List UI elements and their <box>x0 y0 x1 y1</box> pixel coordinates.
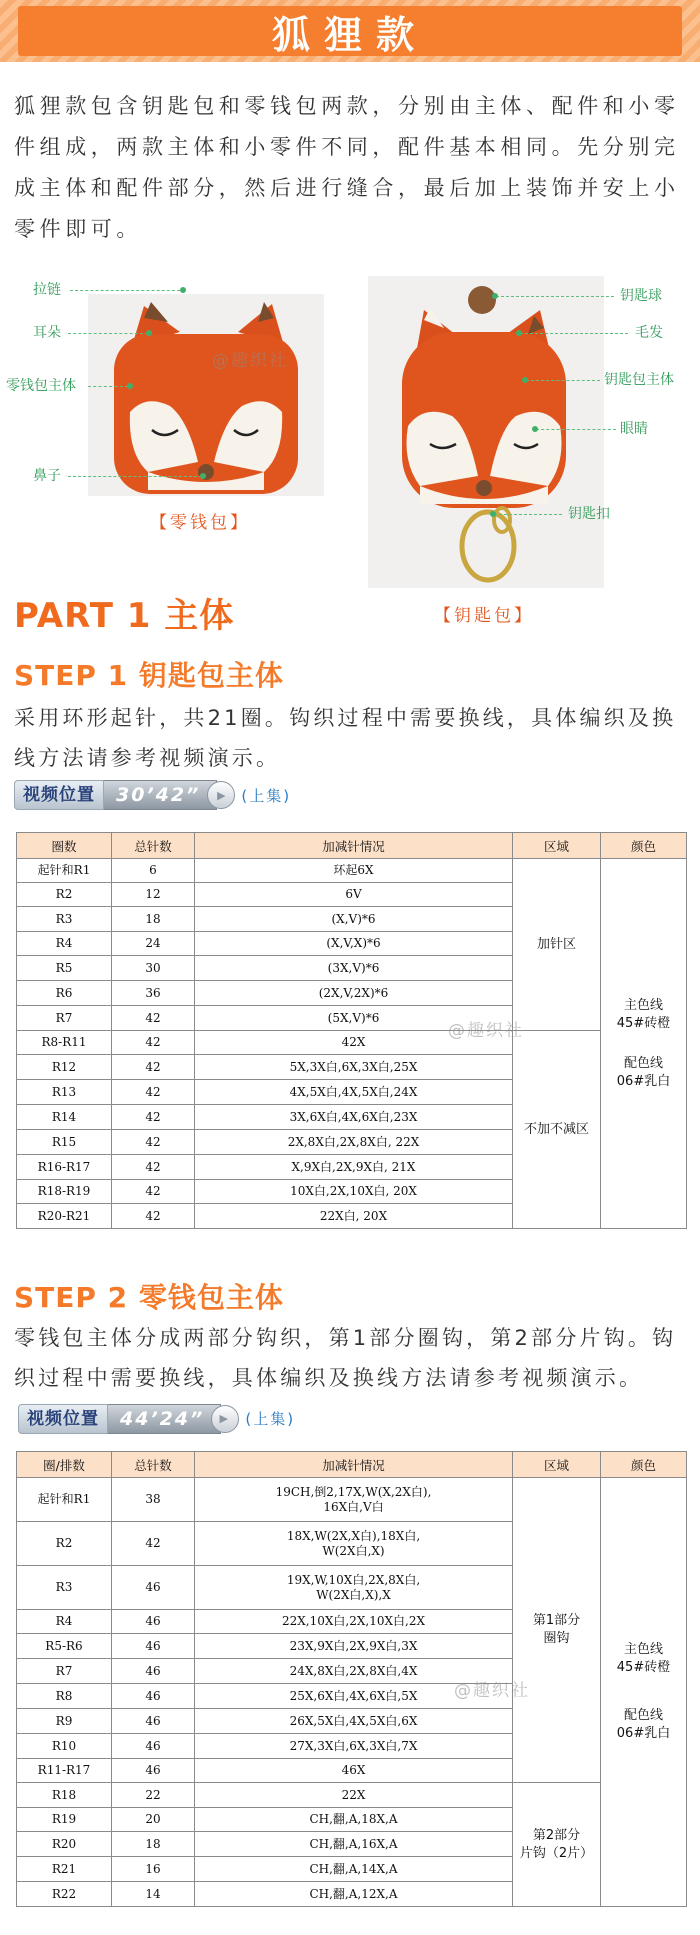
coin-purse-caption: 【零钱包】 <box>150 513 250 533</box>
cell-stitch-count: 14 <box>112 1882 195 1907</box>
cell-stitch-count: 42 <box>112 1055 195 1080</box>
cell-stitch-count: 42 <box>112 1180 195 1204</box>
cell-instructions: 22X,10X白,2X,10X白,2X <box>195 1610 513 1634</box>
cell-round: R5-R6 <box>17 1634 112 1659</box>
cell-stitch-count: 42 <box>112 1080 195 1105</box>
cell-stitch-count: 46 <box>112 1634 195 1659</box>
col-header: 颜色 <box>601 833 687 859</box>
cell-instructions: (X,V)*6 <box>195 907 513 932</box>
cell-instructions: CH,翻,A,14X,A <box>195 1857 513 1882</box>
col-header: 总针数 <box>112 1452 195 1478</box>
cell-round: R4 <box>17 932 112 956</box>
cell-stitch-count: 16 <box>112 1857 195 1882</box>
cell-zone: 加针区 <box>513 859 601 1031</box>
cell-round: R18 <box>17 1783 112 1808</box>
cell-instructions: 6V <box>195 883 513 907</box>
cell-round: R21 <box>17 1857 112 1882</box>
leader-line <box>68 476 202 477</box>
leader-dot <box>492 293 498 299</box>
table-row <box>17 1783 687 1808</box>
cell-instructions: CH,翻,A,18X,A <box>195 1808 513 1832</box>
leader-line <box>536 429 616 430</box>
cell-stitch-count: 20 <box>112 1808 195 1832</box>
label-ear: 耳朵 <box>33 325 61 341</box>
watermark: @趣织社 <box>448 1021 524 1041</box>
step1-text <box>14 698 686 778</box>
watermark: @趣织社 <box>454 1681 530 1701</box>
step2-text <box>14 1318 686 1438</box>
cell-stitch-count: 42 <box>112 1031 195 1055</box>
cell-stitch-count: 30 <box>112 956 195 981</box>
cell-stitch-count: 46 <box>112 1759 195 1783</box>
label-nose: 鼻子 <box>33 468 61 484</box>
cell-round: R14 <box>17 1105 112 1130</box>
cell-instructions: (2X,V,2X)*6 <box>195 981 513 1006</box>
cell-stitch-count: 24 <box>112 932 195 956</box>
cell-instructions: X,9X白,2X,9X白, 21X <box>195 1155 513 1180</box>
cell-stitch-count: 46 <box>112 1734 195 1759</box>
label-hair: 毛发 <box>635 325 663 341</box>
cell-zone: 不加不减区 <box>513 1031 601 1229</box>
table-header-row <box>17 1452 687 1478</box>
cell-instructions: 26X,5X白,4X,5X白,6X <box>195 1709 513 1734</box>
cell-stitch-count: 46 <box>112 1709 195 1734</box>
coin-purse-photo <box>88 294 324 496</box>
video-time: 44’24” <box>108 1404 221 1434</box>
cell-instructions: 22X白, 20X <box>195 1204 513 1229</box>
cell-stitch-count: 6 <box>112 859 195 883</box>
cell-instructions: CH,翻,A,12X,A <box>195 1882 513 1907</box>
cell-round: R13 <box>17 1080 112 1105</box>
label-key-ball: 钥匙球 <box>620 288 662 304</box>
cell-instructions: 10X白,2X,10X白, 20X <box>195 1180 513 1204</box>
page-title: 狐狸款 <box>271 12 428 57</box>
cell-instructions: 18X,W(2X,X白),18X白, W(2X白,X) <box>195 1522 513 1566</box>
cell-stitch-count: 46 <box>112 1684 195 1709</box>
cell-stitch-count: 42 <box>112 1155 195 1180</box>
cell-instructions: 19X,W,10X白,2X,8X白, W(2X白,X),X <box>195 1566 513 1610</box>
col-header: 加减针情况 <box>195 833 513 859</box>
cell-round: R15 <box>17 1130 112 1155</box>
leader-dot <box>127 383 133 389</box>
cell-instructions: 22X <box>195 1783 513 1808</box>
cell-stitch-count: 36 <box>112 981 195 1006</box>
title-banner <box>0 0 700 62</box>
step1-title: STEP 1 钥匙包主体 <box>14 659 284 692</box>
key-pouch-photo <box>368 276 604 588</box>
leader-dot <box>516 330 522 336</box>
cell-instructions: (X,V,X)*6 <box>195 932 513 956</box>
cell-round: R8 <box>17 1684 112 1709</box>
cell-round: R16-R17 <box>17 1155 112 1180</box>
cell-stitch-count: 46 <box>112 1610 195 1634</box>
part-title: PART 1 主体 <box>14 596 235 636</box>
cell-round: R20-R21 <box>17 1204 112 1229</box>
cell-round: R6 <box>17 981 112 1006</box>
intro-paragraph: 狐狸款包含钥匙包和零钱包两款，分别由主体、配件和小零件组成，两款主体和小零件不同，配件基本相同。先分别完成主体和配件部分，然后进行缝合，最后加上装饰并安上小零件即可。 <box>14 94 680 241</box>
color-main: 主色线 45#砖橙 <box>616 1642 671 1675</box>
table-row <box>17 1031 687 1055</box>
cell-round: R4 <box>17 1610 112 1634</box>
col-header: 区域 <box>513 1452 601 1478</box>
leader-line <box>70 290 180 291</box>
leader-line <box>496 296 614 297</box>
video-time: 30’42” <box>104 780 217 810</box>
cell-stitch-count: 12 <box>112 883 195 907</box>
cell-stitch-count: 18 <box>112 1832 195 1857</box>
title-banner-inner <box>18 6 682 56</box>
leader-line <box>494 514 562 515</box>
leader-dot <box>200 473 206 479</box>
video-label: 视频位置 <box>14 780 104 810</box>
label-eyes: 眼睛 <box>620 421 648 437</box>
cell-round: R5 <box>17 956 112 981</box>
cell-stitch-count: 46 <box>112 1659 195 1684</box>
cell-round: R11-R17 <box>17 1759 112 1783</box>
color-sub: 配色线 06#乳白 <box>616 1055 671 1089</box>
cell-zone: 第1部分 圈钩 <box>513 1478 601 1783</box>
cell-instructions: 3X,6X白,4X,6X白,23X <box>195 1105 513 1130</box>
leader-dot <box>522 377 528 383</box>
video-badge[interactable] <box>14 780 291 810</box>
cell-instructions: 2X,8X白,2X,8X白, 22X <box>195 1130 513 1155</box>
step1-table <box>16 832 687 1229</box>
cell-instructions: 5X,3X白,6X,3X白,25X <box>195 1055 513 1080</box>
cell-instructions: (3X,V)*6 <box>195 956 513 981</box>
play-icon[interactable]: ▶ <box>207 781 235 809</box>
color-sub: 配色线 06#乳白 <box>616 1708 671 1741</box>
leader-dot <box>532 426 538 432</box>
leader-line <box>68 333 148 334</box>
cell-round: R2 <box>17 1522 112 1566</box>
step2-video-badge[interactable] <box>18 1404 295 1434</box>
video-part-tag: (上集) <box>241 786 292 805</box>
leader-dot <box>490 511 496 517</box>
cell-stitch-count: 22 <box>112 1783 195 1808</box>
col-header: 区域 <box>513 833 601 859</box>
leader-dot <box>180 287 186 293</box>
col-header: 圈数 <box>17 833 112 859</box>
cell-instructions: 19CH,倒2,17X,W(X,2X白), 16X白,V白 <box>195 1478 513 1522</box>
leader-line <box>526 380 600 381</box>
cell-instructions: 25X,6X白,4X,6X白,5X <box>195 1684 513 1709</box>
cell-instructions: (5X,V)*6 <box>195 1006 513 1031</box>
cell-stitch-count: 46 <box>112 1566 195 1610</box>
label-coin-purse-body: 零钱包主体 <box>6 378 76 394</box>
color-main: 主色线 45#砖橙 <box>616 997 671 1031</box>
step1-text-body: 采用环形起针，共21圈。钩织过程中需要换线，具体编织及换线方法请参考视频演示。 <box>14 706 677 770</box>
cell-round: R12 <box>17 1055 112 1080</box>
cell-stitch-count: 42 <box>112 1105 195 1130</box>
cell-round: 起针和R1 <box>17 1478 112 1522</box>
cell-stitch-count: 42 <box>112 1204 195 1229</box>
cell-round: R9 <box>17 1709 112 1734</box>
cell-instructions: CH,翻,A,16X,A <box>195 1832 513 1857</box>
cell-round: R22 <box>17 1882 112 1907</box>
cell-stitch-count: 42 <box>112 1522 195 1566</box>
leader-dot <box>146 330 152 336</box>
col-header: 圈/排数 <box>17 1452 112 1478</box>
cell-round: R18-R19 <box>17 1180 112 1204</box>
step2-table <box>16 1451 687 1907</box>
cell-round: R20 <box>17 1832 112 1857</box>
col-header: 总针数 <box>112 833 195 859</box>
watermark: @趣织社 <box>212 351 288 371</box>
video-part-tag: (上集) <box>245 1410 296 1428</box>
step2-text-body: 零钱包主体分成两部分钩织，第1部分圈钩，第2部分片钩。钩织过程中需要换线，具体编织及换线方法请参考视频演示。 <box>14 1326 677 1390</box>
cell-round: R3 <box>17 1566 112 1610</box>
cell-round: R7 <box>17 1006 112 1031</box>
cell-round: R10 <box>17 1734 112 1759</box>
cell-instructions: 27X,3X白,6X,3X白,7X <box>195 1734 513 1759</box>
play-icon[interactable]: ▶ <box>211 1405 239 1433</box>
cell-round: 起针和R1 <box>17 859 112 883</box>
label-key-ring: 钥匙扣 <box>568 506 610 522</box>
step1-video-badge[interactable] <box>14 780 291 810</box>
cell-color <box>601 1478 687 1907</box>
cell-instructions: 23X,9X白,2X,9X白,3X <box>195 1634 513 1659</box>
cell-round: R7 <box>17 1659 112 1684</box>
cell-stitch-count: 42 <box>112 1006 195 1031</box>
table-row <box>17 1478 687 1522</box>
cell-color <box>601 859 687 1229</box>
table-header-row <box>17 833 687 859</box>
label-key-pouch-body: 钥匙包主体 <box>604 372 674 388</box>
cell-round: R2 <box>17 883 112 907</box>
cell-instructions: 24X,8X白,2X,8X白,4X <box>195 1659 513 1684</box>
table-row <box>17 859 687 883</box>
col-header: 颜色 <box>601 1452 687 1478</box>
label-zipper: 拉链 <box>33 282 61 298</box>
video-label: 视频位置 <box>18 1404 108 1434</box>
cell-zone: 第2部分 片钩（2片） <box>513 1783 601 1907</box>
cell-stitch-count: 18 <box>112 907 195 932</box>
cell-round: R8-R11 <box>17 1031 112 1055</box>
cell-instructions: 4X,5X白,4X,5X白,24X <box>195 1080 513 1105</box>
cell-instructions: 42X <box>195 1031 513 1055</box>
cell-instructions: 46X <box>195 1759 513 1783</box>
cell-round: R3 <box>17 907 112 932</box>
cell-stitch-count: 42 <box>112 1130 195 1155</box>
col-header: 加减针情况 <box>195 1452 513 1478</box>
cell-stitch-count: 38 <box>112 1478 195 1522</box>
step2-title: STEP 2 零钱包主体 <box>14 1281 284 1314</box>
leader-line <box>88 386 128 387</box>
key-pouch-caption: 【钥匙包】 <box>434 606 534 626</box>
leader-line <box>520 333 628 334</box>
cell-round: R19 <box>17 1808 112 1832</box>
cell-instructions: 环起6X <box>195 859 513 883</box>
